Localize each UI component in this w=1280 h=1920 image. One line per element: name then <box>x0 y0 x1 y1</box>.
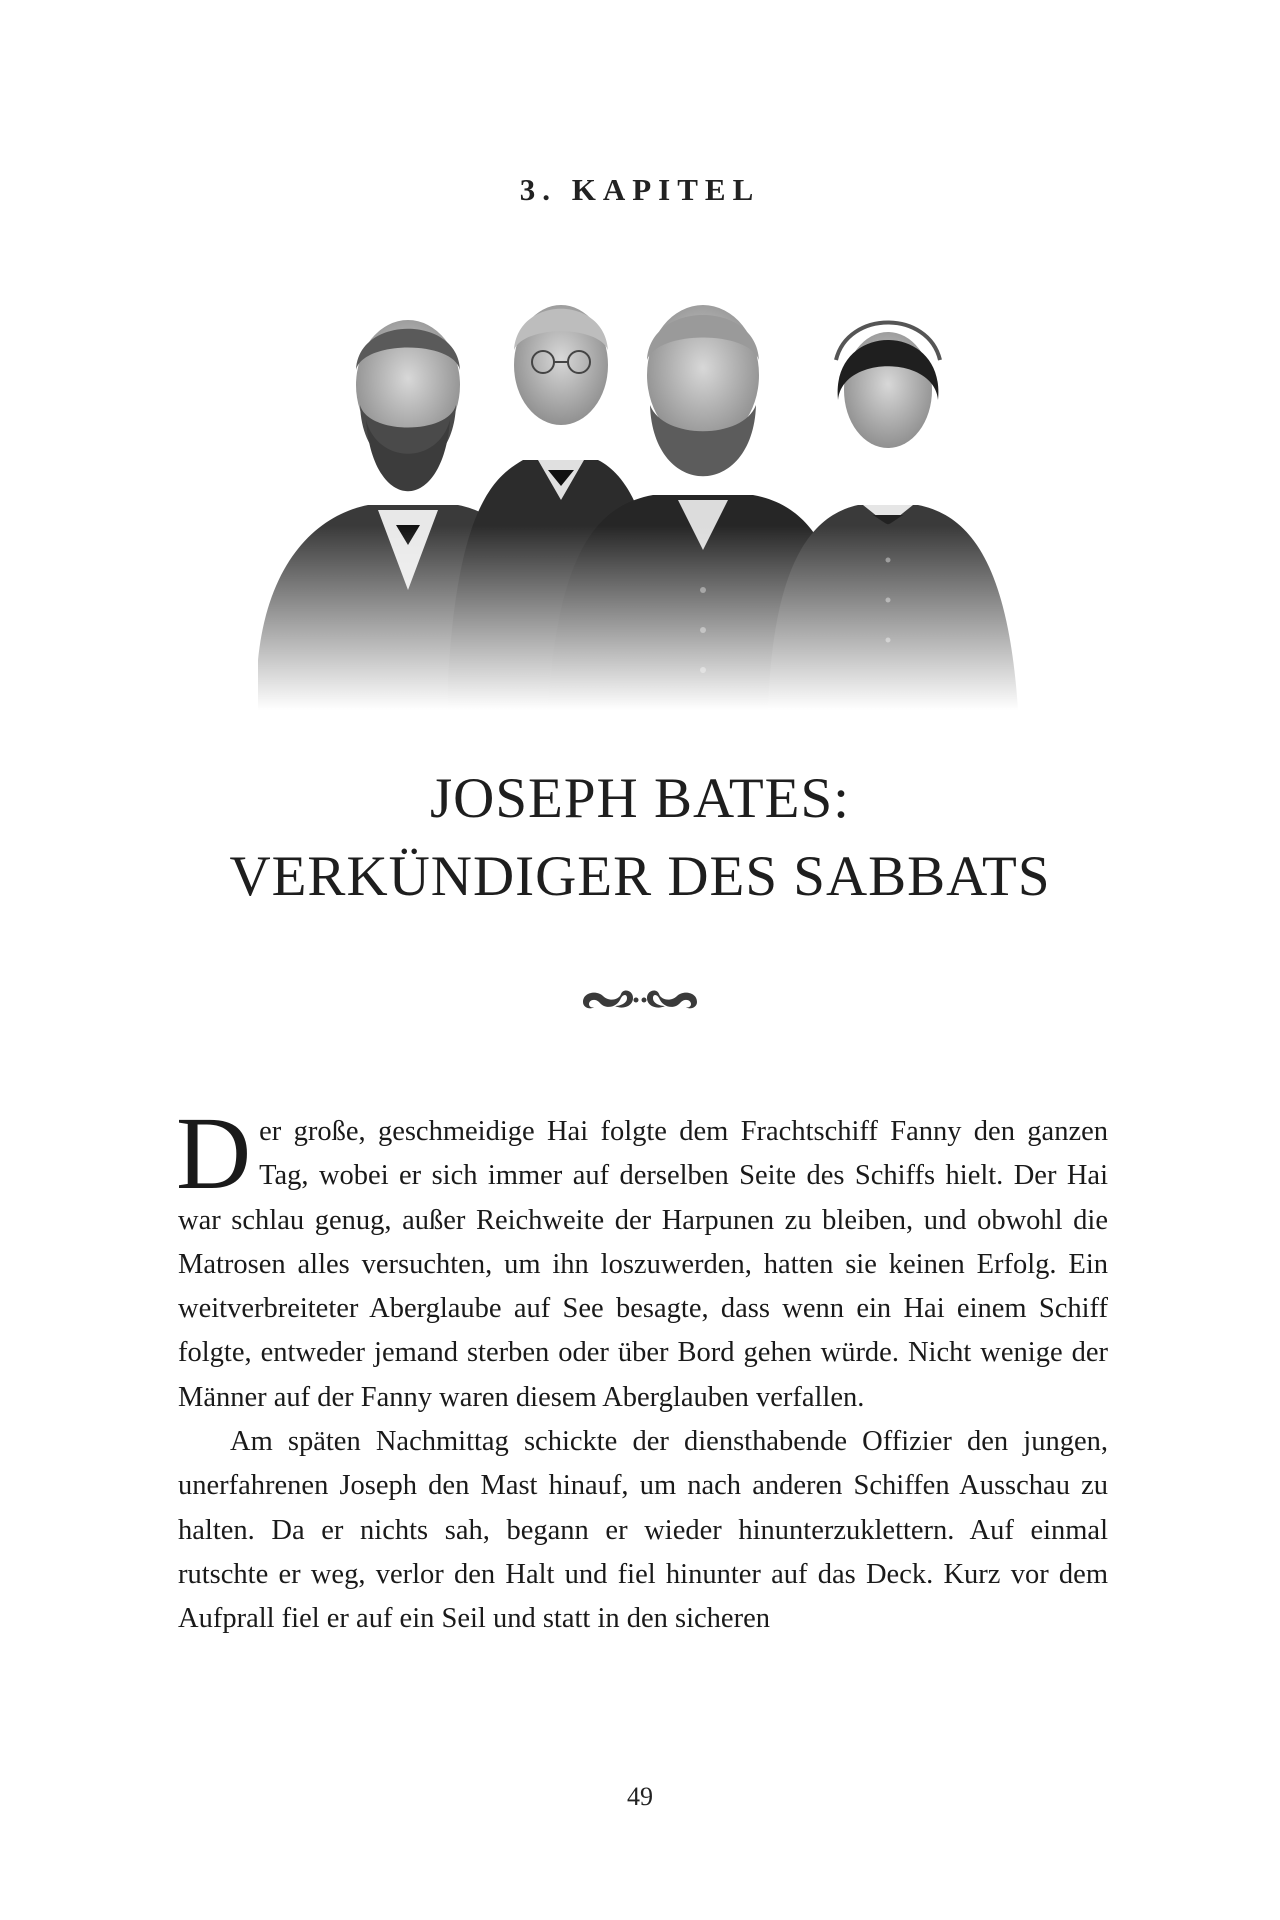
chapter-label: 3. KAPITEL <box>519 172 761 207</box>
body-text <box>176 1096 1108 1642</box>
page-number: 49 <box>627 1782 653 1811</box>
group-portrait-photo <box>258 300 1078 710</box>
chapter-title <box>0 760 1280 916</box>
paragraph-2: Am späten Nachmittag schickte der diensthabende Offizier den jungen, unerfahrenen Joseph den Mast hinauf, um nach anderen Schiffen Ausschau zu halten. Da er nichts sah, begann er wieder hinunterzuklettern. Auf einmal rutschte er weg, verlor den Halt und fiel hinunter auf das Deck. Kurz vor dem Aufprall fiel er auf ein Seil und statt in den sicheren <box>178 1426 1108 1635</box>
chapter-title-line-2: VERKÜNDIGER DES SABBATS <box>229 845 1051 908</box>
flourish-ornament-icon <box>575 980 705 1020</box>
paragraph-1-text: er große, geschmeidige Hai folgte dem Frachtschiff Fanny den ganzen Tag, wobei er sich immer auf derselben Seite des Schiffs hielt. Der Hai war schlau genug, außer Reichweite der Harpunen zu bleiben, und obwohl die Matrosen alles versuchten, um ihn loszuwerden, hatten sie keinen Erfolg. Ein weitverbreiteter Aberglaube auf See besagte, dass wenn ein Hai einem Schiff folgte, entweder jemand sterben oder über Bord gehen würde. Nicht wenige der Männer auf der Fanny waren diesem Aberglauben verfallen. <box>178 1116 1108 1413</box>
chapter-title-line-1: JOSEPH BATES: <box>429 767 850 830</box>
paragraph-1 <box>176 1096 1108 1420</box>
drop-cap: D <box>176 1096 252 1211</box>
